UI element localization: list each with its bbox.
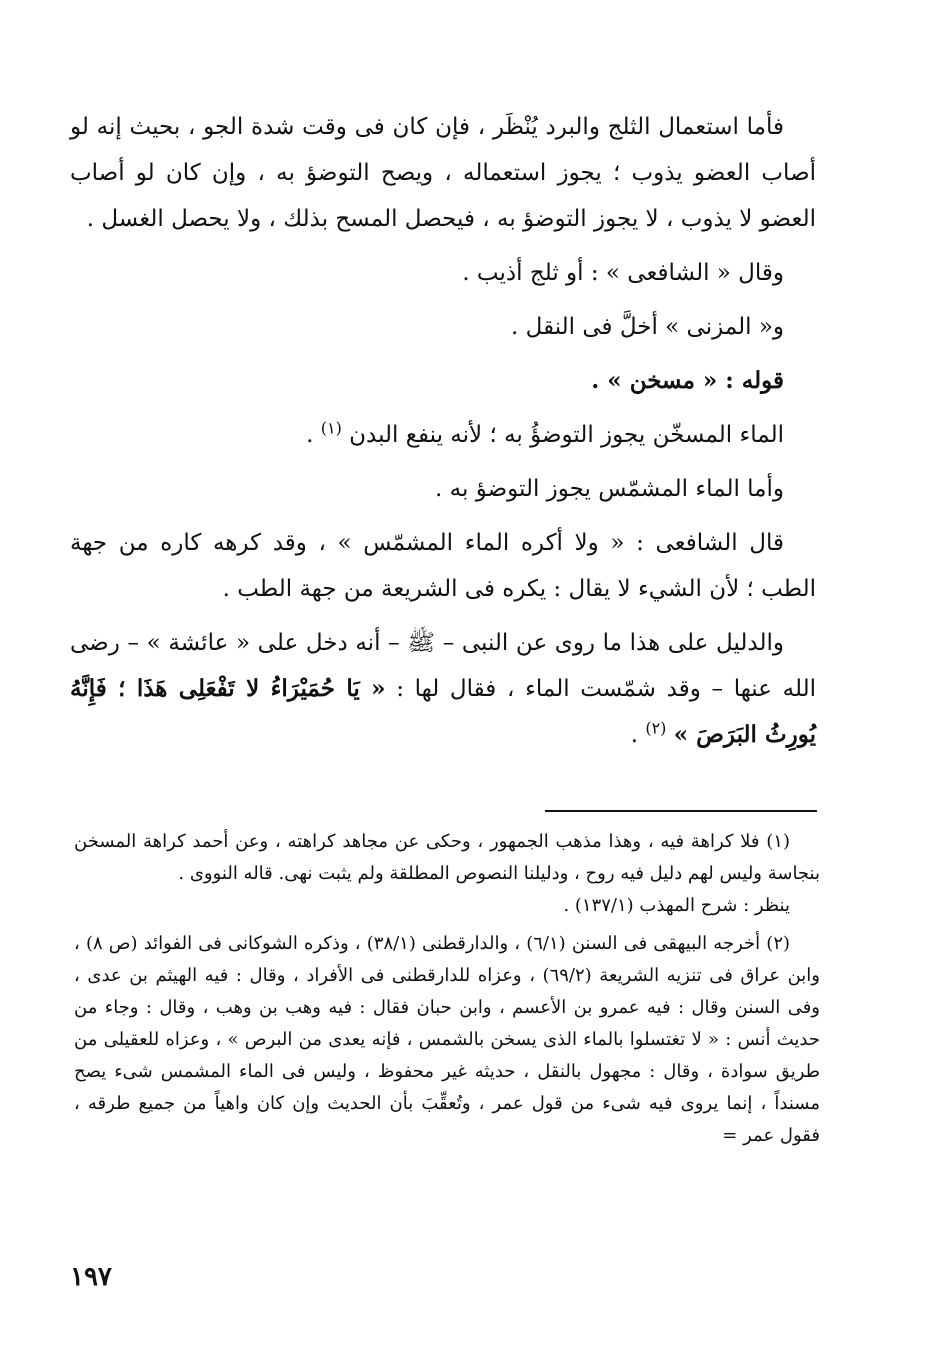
heated-water-end: . (306, 422, 321, 448)
page-number: ١٩٧ (70, 1262, 112, 1292)
footnote-1: (١) فلا كراهة فيه ، وهذا مذهب الجمهور ، وحكى عن مجاهد كراهته ، وعن أحمد كراهة المسخن بنجاسة وليس لهم دليل فيه روح ، ودليلنا النصوص المطلقة ولم يثبت نهى. قاله النووى . (74, 831, 820, 884)
heated-water-text: الماء المسخّن يجوز التوضؤُ به ؛ لأنه ينفع البدن (349, 422, 784, 448)
paragraph-shafii-quote: وقال « الشافعى » : أو ثلج أذيب . (462, 260, 784, 286)
evidence-end: . (630, 722, 646, 748)
heading-heated-water: قوله : « مسخن » . (591, 367, 784, 394)
footnote-1-reference: ينظر : شرح المهذب (١٣٧/١) . (563, 895, 790, 916)
footnote-2: (٢) أخرجه البيهقى فى السنن (٦/١) ، والدارقطنى (٣٨/١) ، وذكره الشوكانى فى الفوائد (ص ٨) ، وابن عراق فى تنزيه الشريعة (٦٩/٢) ، وعزاه للدارقطنى فى الأفراد ، وقال : فيه الهيثم بن عدى ، وفى السنن وقال : فيه عمرو بن الأعسم ، وابن حبان فقال : فيه وهب بن وهب ، وقال : وجاء من حديث أنس : « لا تغتسلوا بالماء الذى يسخن بالشمس ، فإنه يعدى من البرص » ، وعزاه للعقيلى من طريق سوادة ، وقال : مجهول بالنقل ، حديثه غير محفوظ ، وليس فى الماء المشمس شىء يصح مسنداً ، إنما يروى فيه شىء من قول عمر ، وتُعقِّبَ بأن الحديث وإن كان واهياً من جميع طرقه ، فقول عمر = (74, 933, 821, 1146)
paragraph-sun-heated: وأما الماء المشمّس يجوز التوضؤ به . (435, 476, 784, 502)
footnote-marker-1[interactable]: (١) (320, 418, 342, 438)
paragraph-shafii-sun: قال الشافعى : « ولا أكره الماء المشمّس » ، وقد كرهه كاره من جهة الطب ؛ لأن الشيء لا يقال : يكره فى الشريعة من جهة الطب . (70, 530, 816, 602)
footnote-marker-2[interactable]: (٢) (645, 718, 667, 738)
paragraph-muzani: و« المزنى » أخلَّ فى النقل . (511, 314, 784, 340)
paragraph-heading-heated (70, 358, 816, 404)
main-text (70, 104, 816, 758)
paragraph-heated-water (70, 412, 816, 458)
paragraph-evidence (70, 620, 816, 758)
evidence-text: والدليل على هذا ما روى عن النبى – ﷺ – أنه دخل على « عائشة » – رضى الله عنها – وقد شمّست الماء ، فقال لها : (70, 630, 816, 702)
paragraph-snow-hail: فأما استعمال الثلج والبرد يُنْظَر ، فإن كان فى وقت شدة الجو ، بحيث إنه لو أصاب العضو يذوب ؛ يجوز استعماله ، ويصح التوضؤ به ، وإن كان لو أصاب العضو لا يذوب ، لا يجوز التوضؤ به ، فيحصل المسح بذلك ، ولا يحصل الغسل . (70, 114, 816, 232)
hadith-quote: « يَا حُمَيْرَاءُ لا تَفْعَلِى هَذَا ؛ فَإِنَّهُ يُورِثُ البَرَصَ » (70, 675, 816, 748)
footnotes (74, 826, 820, 1152)
footnote-divider (545, 810, 817, 812)
